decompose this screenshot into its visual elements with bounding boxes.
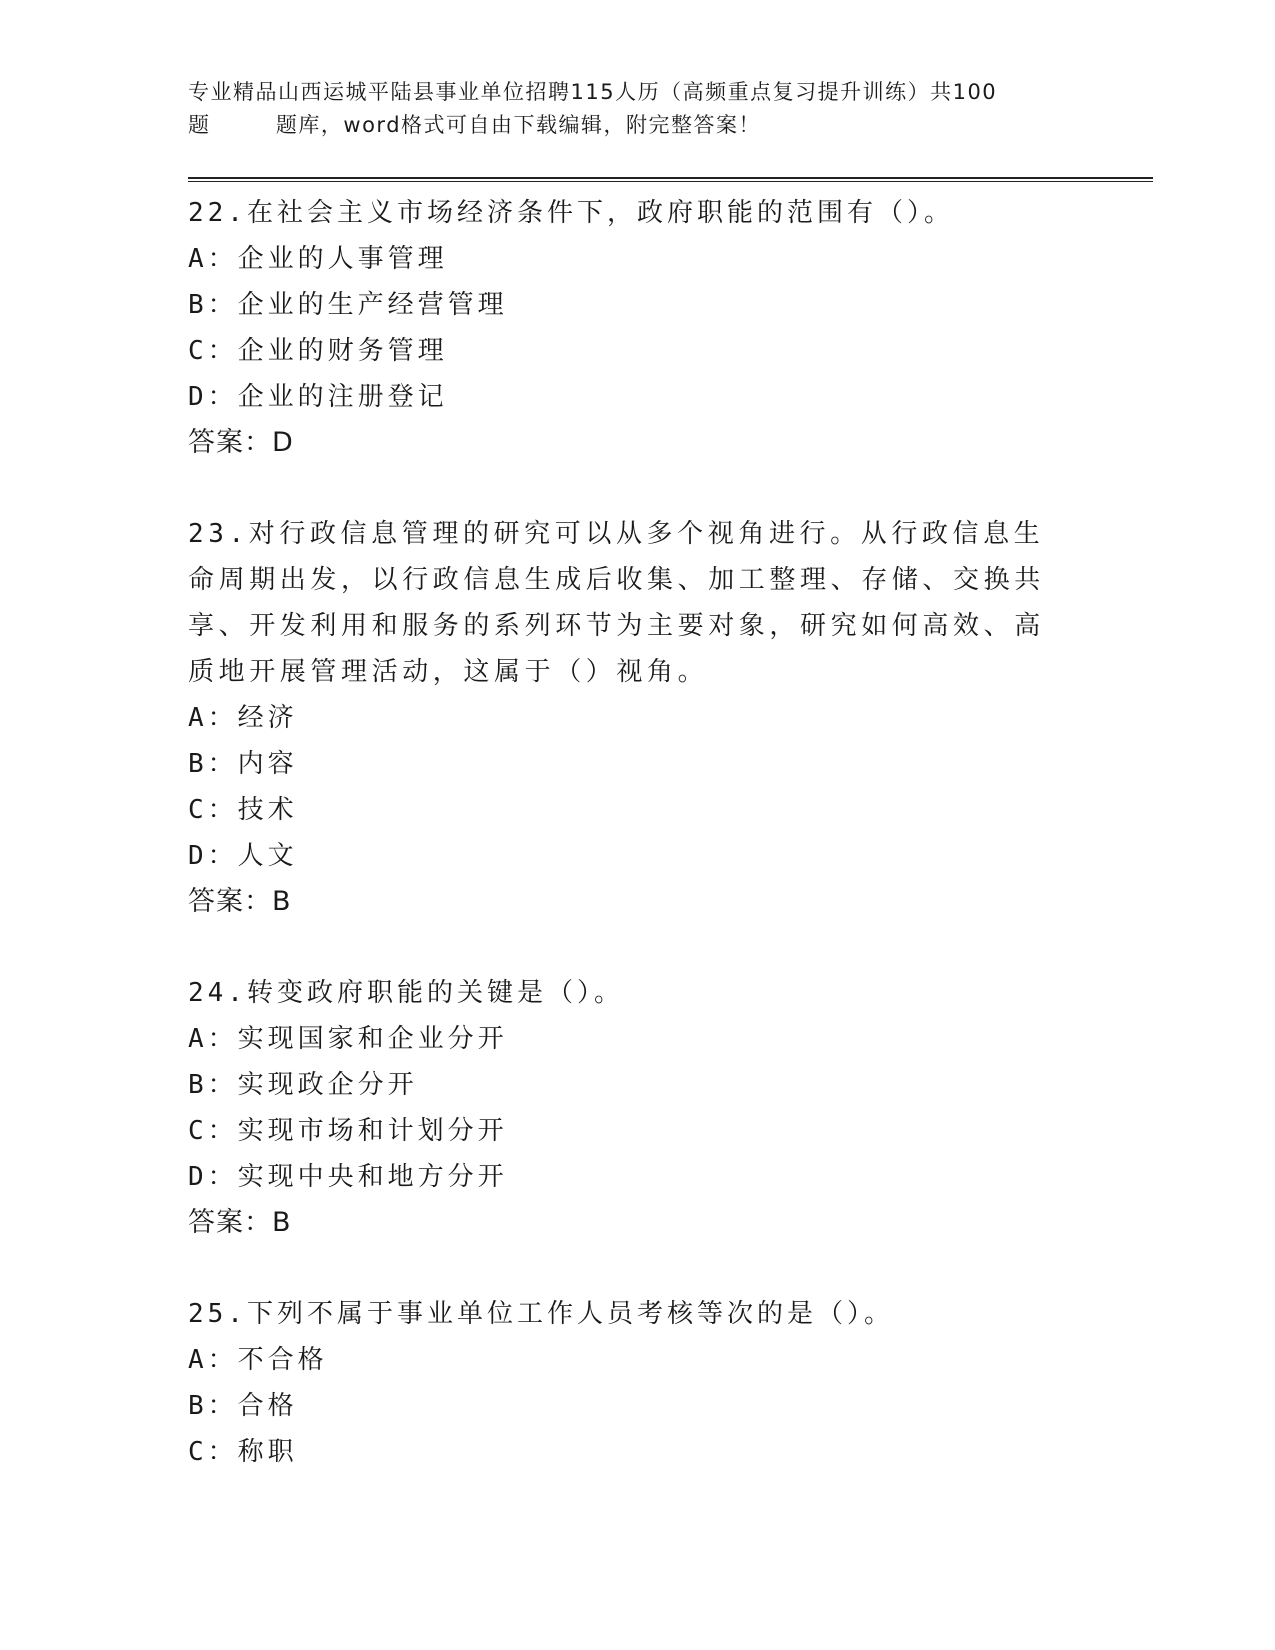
question-23 <box>188 511 1088 925</box>
option-b: B：内容 <box>188 749 298 779</box>
header-divider <box>188 177 1153 182</box>
option-a: A：企业的人事管理 <box>188 244 448 274</box>
question-24 <box>188 970 1088 1246</box>
question-25 <box>188 1291 1088 1475</box>
question-stem: 25.下列不属于事业单位工作人员考核等次的是（）。 <box>188 1299 894 1329</box>
option-d: D：实现中央和地方分开 <box>188 1162 508 1192</box>
document-header <box>188 76 1088 142</box>
option-b: B：企业的生产经营管理 <box>188 290 508 320</box>
question-22 <box>188 190 1088 466</box>
option-c: C：称职 <box>188 1437 298 1467</box>
header-title-line1: 专业精品山西运城平陆县事业单位招聘115人历（高频重点复习提升训练）共100 <box>188 80 998 104</box>
header-title-line2: 题 题库，word格式可自由下载编辑，附完整答案！ <box>188 113 762 137</box>
option-d: D：人文 <box>188 841 298 871</box>
question-list <box>188 190 1088 1520</box>
question-stem: 24.转变政府职能的关键是（）。 <box>188 978 624 1008</box>
option-a: A：实现国家和企业分开 <box>188 1024 508 1054</box>
question-stem: 22.在社会主义市场经济条件下，政府职能的范围有（）。 <box>188 198 954 228</box>
option-c: C：实现市场和计划分开 <box>188 1116 508 1146</box>
option-b: B：合格 <box>188 1391 298 1421</box>
question-stem: 23.对行政信息管理的研究可以从多个视角进行。从行政信息生命周期出发，以行政信息生成后收集、加工整理、存储、交换共享、开发利用和服务的系列环节为主要对象，研究如何高效、高质地开展管理活动，这属于（）视角。 <box>188 519 1045 687</box>
option-b: B：实现政企分开 <box>188 1070 418 1100</box>
answer: 答案：B <box>188 1207 292 1238</box>
option-c: C：技术 <box>188 795 298 825</box>
option-c: C：企业的财务管理 <box>188 336 448 366</box>
option-a: A：经济 <box>188 703 298 733</box>
answer: 答案：D <box>188 427 294 458</box>
option-d: D：企业的注册登记 <box>188 382 448 412</box>
answer: 答案：B <box>188 886 292 917</box>
option-a: A：不合格 <box>188 1345 328 1375</box>
